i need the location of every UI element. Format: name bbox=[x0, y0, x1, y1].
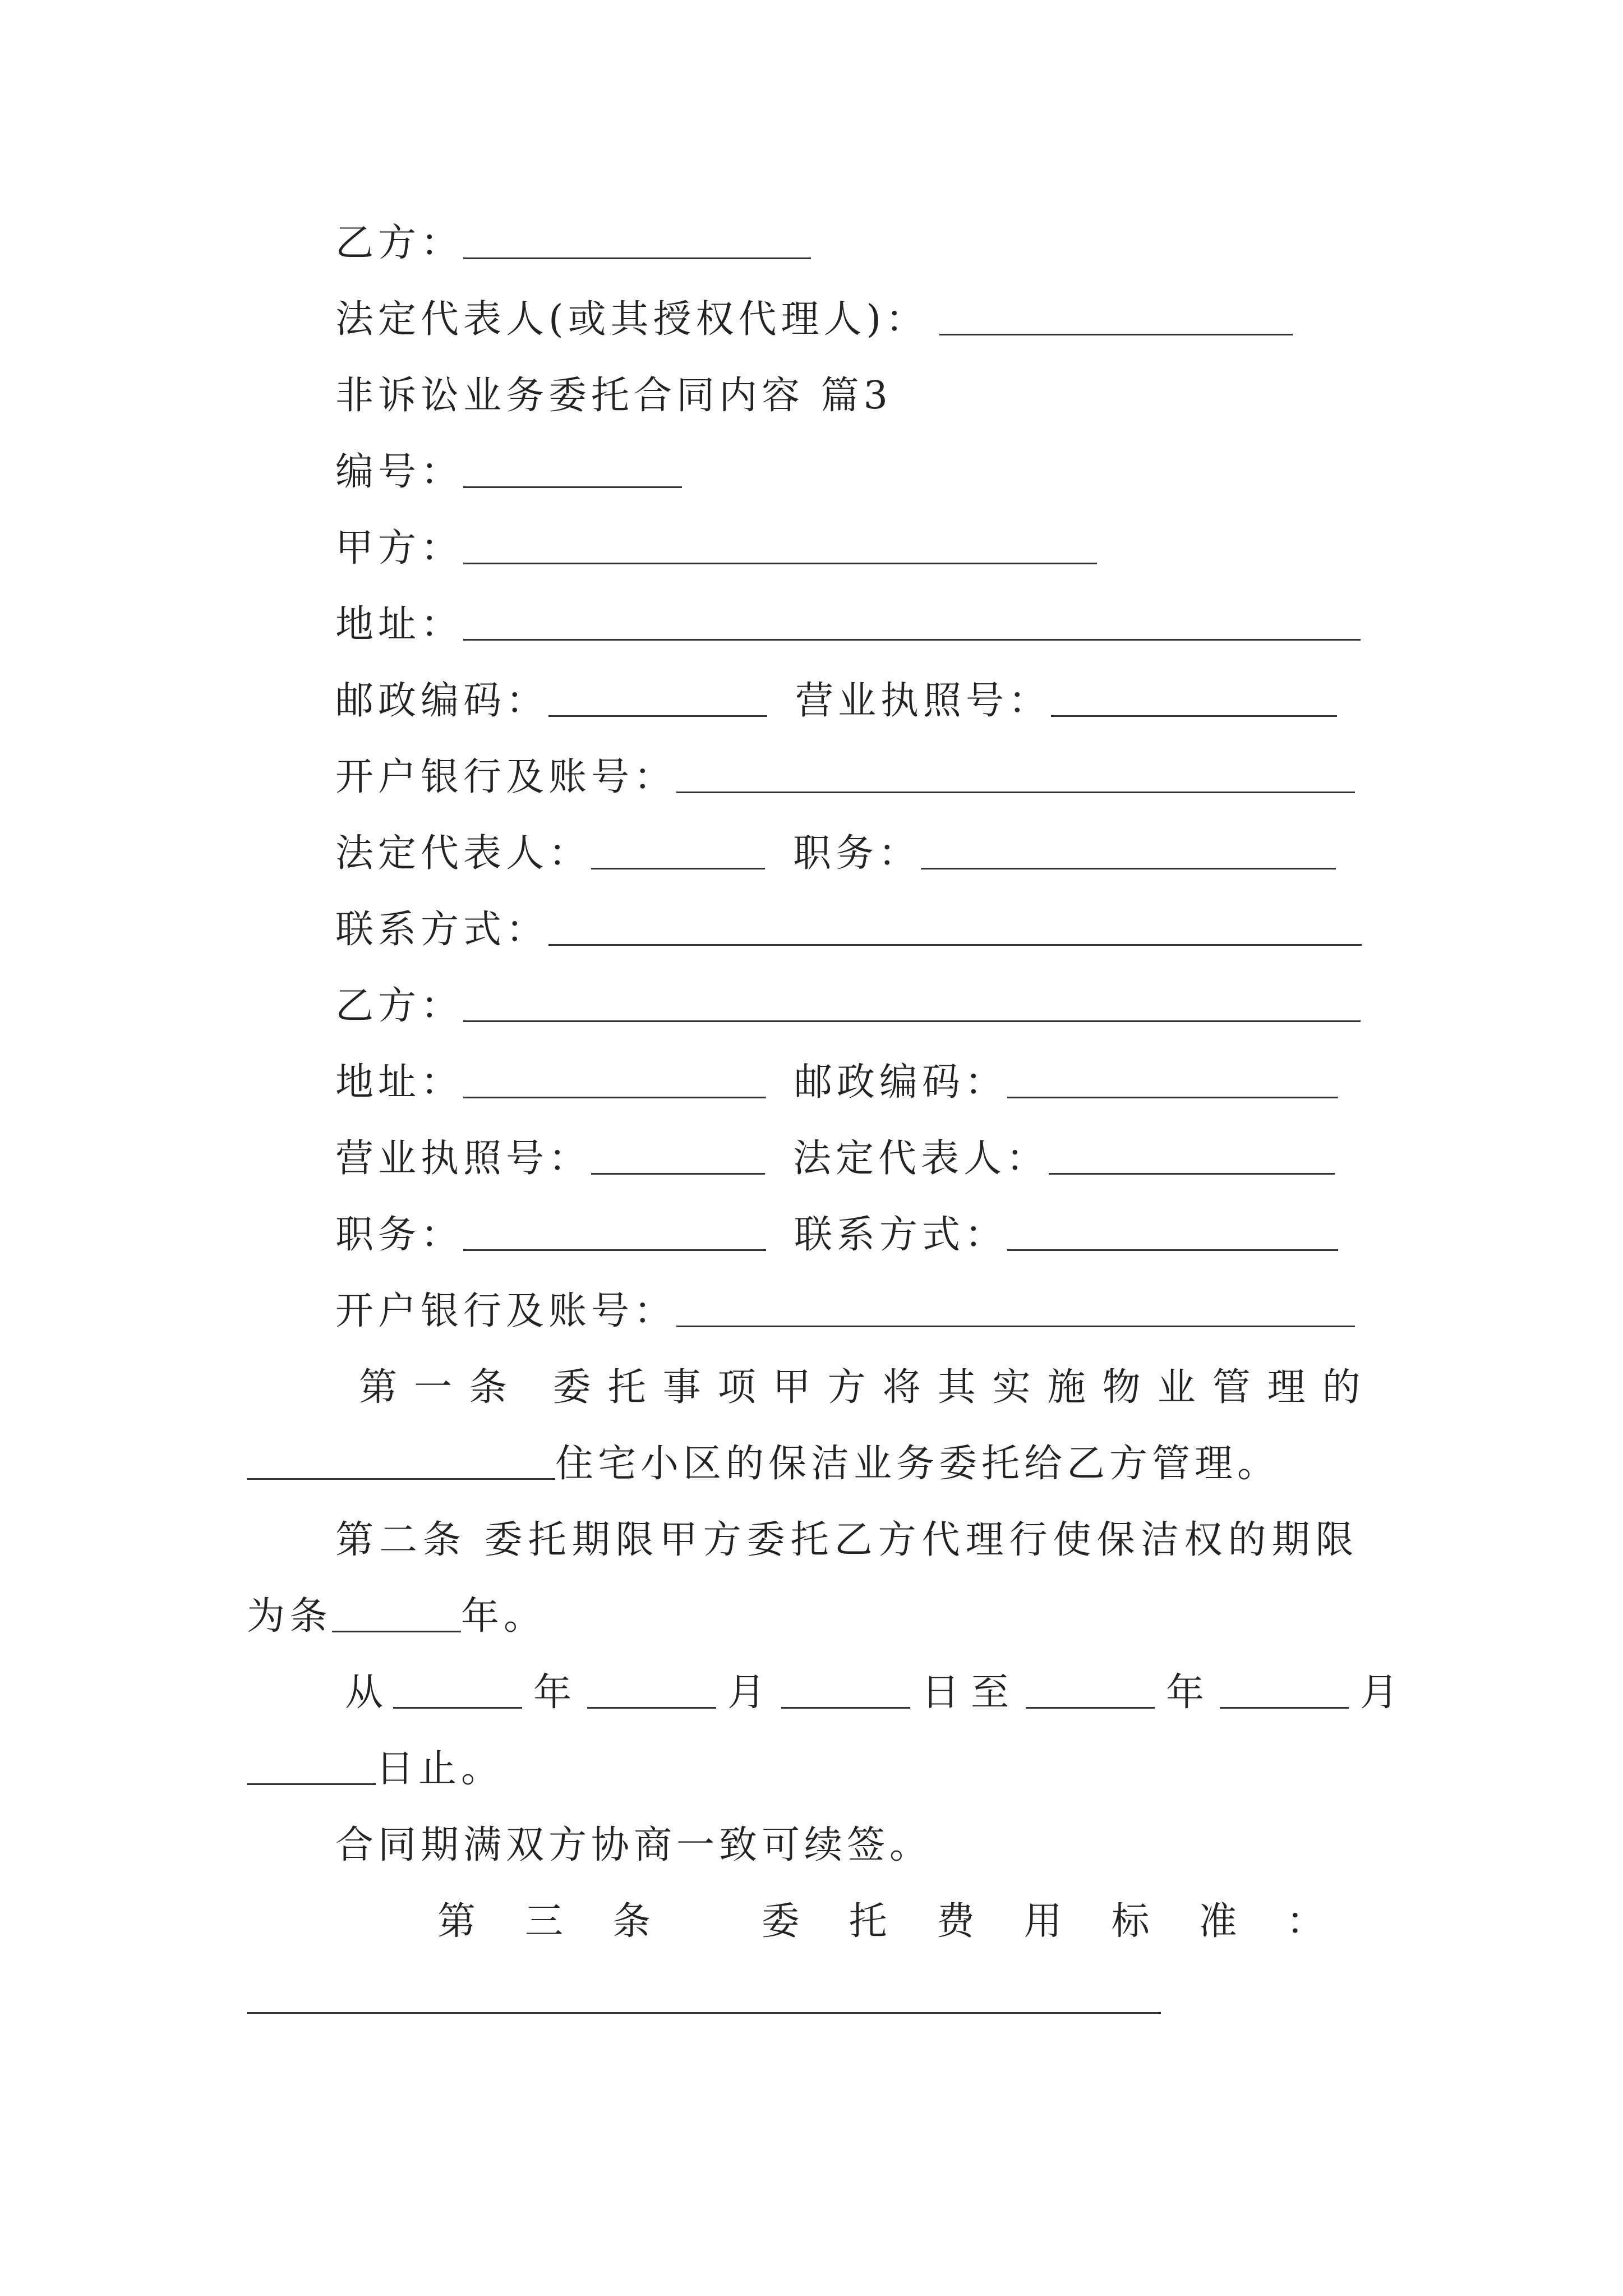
article-3-text: 第三条 委托费用标准： bbox=[437, 1899, 1374, 1944]
end-month-blank[interactable] bbox=[1220, 1707, 1349, 1709]
start-year-blank[interactable] bbox=[393, 1707, 522, 1709]
article-2-text-1: 第二条 委托期限甲方委托乙方代理行使保洁权的期限 bbox=[335, 1518, 1359, 1562]
legal-rep-auth-blank[interactable] bbox=[939, 334, 1293, 335]
start-day-to-label: 日至 bbox=[921, 1671, 1021, 1715]
article-3-line bbox=[437, 1894, 1374, 1950]
postal-code-label-b: 邮政编码： bbox=[794, 1060, 1008, 1105]
position-blank[interactable] bbox=[921, 868, 1336, 869]
contact-label-b: 联系方式： bbox=[794, 1213, 1008, 1257]
contact-blank-b[interactable] bbox=[1007, 1249, 1338, 1251]
start-month-label: 月 bbox=[727, 1671, 771, 1715]
business-license-blank[interactable] bbox=[1051, 715, 1337, 717]
period-end-line bbox=[247, 1741, 504, 1797]
party-a-label: 甲方： bbox=[335, 526, 464, 570]
legal-rep-blank[interactable] bbox=[591, 868, 765, 869]
number-label: 编号： bbox=[335, 450, 464, 494]
number-blank[interactable] bbox=[463, 486, 682, 488]
article-1-line-2 bbox=[247, 1436, 1280, 1492]
business-license-label-b: 营业执照号： bbox=[335, 1137, 592, 1181]
contact-blank[interactable] bbox=[548, 944, 1362, 946]
address-blank[interactable] bbox=[463, 639, 1361, 641]
period-from: 从 bbox=[345, 1671, 388, 1715]
end-day-blank[interactable] bbox=[247, 1783, 376, 1785]
section-title-line bbox=[335, 368, 892, 424]
fee-standard-blank[interactable] bbox=[247, 2012, 1161, 2014]
party-b-signature-line bbox=[335, 215, 811, 272]
residential-area-blank[interactable] bbox=[247, 1478, 555, 1480]
start-year-label: 年 bbox=[533, 1671, 577, 1715]
address-label-b: 地址： bbox=[335, 1060, 464, 1105]
postal-code-blank-b[interactable] bbox=[1007, 1097, 1338, 1098]
license-legal-rep-line bbox=[335, 1131, 1335, 1187]
term-years-blank[interactable] bbox=[332, 1631, 461, 1632]
start-day-blank[interactable] bbox=[781, 1707, 910, 1709]
article-2-line-2 bbox=[247, 1589, 546, 1645]
legal-rep-blank-b[interactable] bbox=[1049, 1173, 1335, 1175]
article-2-text-2a: 为条 bbox=[247, 1594, 333, 1639]
article-2-text-2b: 年。 bbox=[461, 1594, 547, 1639]
position-blank-b[interactable] bbox=[463, 1249, 766, 1251]
article-2-line-1 bbox=[335, 1512, 1359, 1568]
legal-rep-auth-line bbox=[335, 292, 1293, 348]
party-b-line bbox=[335, 978, 1361, 1034]
address-line bbox=[335, 597, 1361, 653]
position-contact-line bbox=[335, 1207, 1338, 1263]
fee-blank-line bbox=[247, 1970, 1161, 2026]
end-year-label: 年 bbox=[1166, 1671, 1209, 1715]
period-line bbox=[345, 1665, 1403, 1721]
address-postal-line bbox=[335, 1055, 1338, 1111]
period-end-label: 日止。 bbox=[376, 1747, 504, 1791]
contact-label: 联系方式： bbox=[335, 908, 549, 952]
party-a-line bbox=[335, 521, 1097, 577]
renewal-line bbox=[335, 1818, 932, 1874]
bank-account-label: 开户银行及账号： bbox=[335, 755, 677, 799]
legal-rep-position-line bbox=[335, 826, 1336, 882]
address-label: 地址： bbox=[335, 602, 464, 647]
postal-code-label: 邮政编码： bbox=[335, 679, 549, 723]
bank-account-blank-b[interactable] bbox=[676, 1326, 1355, 1327]
business-license-label: 营业执照号： bbox=[795, 679, 1052, 723]
postal-code-blank[interactable] bbox=[548, 715, 767, 717]
article-1-text-2: 住宅小区的保洁业务委托给乙方管理。 bbox=[555, 1442, 1280, 1486]
legal-rep-label: 法定代表人： bbox=[335, 831, 592, 876]
bank-account-blank[interactable] bbox=[676, 792, 1355, 793]
position-label-b: 职务： bbox=[335, 1213, 464, 1257]
section-title: 非诉讼业务委托合同内容 篇3 bbox=[335, 374, 892, 418]
bank-account-label-b: 开户银行及账号： bbox=[335, 1289, 677, 1333]
party-b-blank[interactable] bbox=[463, 257, 811, 259]
end-month-label: 月 bbox=[1360, 1671, 1403, 1715]
business-license-blank-b[interactable] bbox=[591, 1173, 765, 1175]
bank-account-line-b bbox=[335, 1283, 1355, 1340]
party-a-blank[interactable] bbox=[463, 563, 1097, 564]
article-1-text-1: 第一条 委托事项甲方将其实施物业管理的 bbox=[359, 1365, 1377, 1410]
bank-account-line bbox=[335, 749, 1355, 806]
article-1-line-1 bbox=[359, 1360, 1390, 1416]
legal-rep-label-b: 法定代表人： bbox=[793, 1137, 1049, 1181]
renewal-text: 合同期满双方协商一致可续签。 bbox=[335, 1823, 933, 1867]
start-month-blank[interactable] bbox=[587, 1707, 716, 1709]
position-label: 职务： bbox=[793, 831, 921, 876]
party-b-blank-2[interactable] bbox=[463, 1020, 1361, 1022]
contact-line bbox=[335, 902, 1362, 958]
party-b-label-2: 乙方： bbox=[335, 984, 464, 1028]
party-b-label: 乙方： bbox=[335, 221, 464, 265]
postal-license-line bbox=[335, 673, 1337, 729]
number-line bbox=[335, 444, 682, 500]
address-blank-b[interactable] bbox=[463, 1097, 766, 1098]
end-year-blank[interactable] bbox=[1026, 1707, 1155, 1709]
legal-rep-auth-label: 法定代表人(或其授权代理人)： bbox=[335, 297, 929, 342]
